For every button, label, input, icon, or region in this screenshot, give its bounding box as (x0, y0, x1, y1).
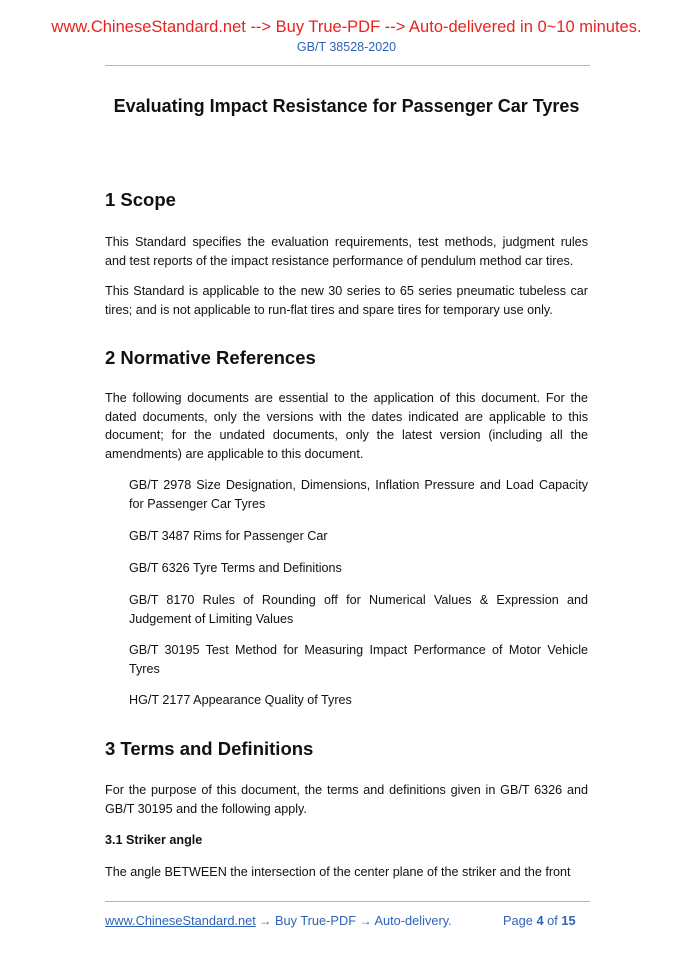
footer-buy-label: Buy True-PDF (274, 913, 357, 928)
reference-item: GB/T 2978 Size Designation, Dimensions, Inflation Pressure and Load Capacity for Passenger Car Tyres (129, 478, 588, 511)
section-heading-scope: 1 Scope (105, 189, 176, 210)
section-heading-normative-references: 2 Normative References (105, 347, 316, 368)
arrow-right-icon: → (359, 914, 372, 928)
document-title: Evaluating Impact Resistance for Passenger Car Tyres (113, 96, 580, 116)
footer-link[interactable] (105, 913, 452, 928)
reference-item: GB/T 3487 Rims for Passenger Car (129, 529, 328, 543)
header-divider (105, 65, 590, 66)
standard-number: GB/T 38528-2020 (296, 40, 397, 54)
reference-item: HG/T 2177 Appearance Quality of Tyres (129, 693, 352, 707)
page-label: Page (503, 913, 533, 928)
footer-site-link[interactable]: www.ChineseStandard.net (105, 913, 256, 928)
terms-intro-paragraph: For the purpose of this document, the terms and definitions given in GB/T 6326 and GB/T 30195 and the following apply. (105, 783, 588, 816)
reference-item: GB/T 6326 Tyre Terms and Definitions (129, 561, 342, 575)
page-current: 4 (536, 913, 544, 928)
page-total: 15 (561, 913, 576, 928)
arrow-right-icon: → (259, 914, 272, 928)
section-heading-terms-definitions: 3 Terms and Definitions (105, 738, 314, 759)
page-indicator (503, 913, 576, 928)
reference-item: GB/T 8170 Rules of Rounding off for Numerical Values & Expression and Judgement of Limiting Values (129, 593, 588, 626)
footer-divider (105, 901, 590, 902)
striker-angle-definition: The angle BETWEEN the intersection of the center plane of the striker and the front (105, 865, 571, 879)
scope-paragraph-1: This Standard specifies the evaluation requirements, test methods, judgment rules and test reports of the impact resistance performance of pendulum method car tires. (105, 235, 588, 268)
subsection-heading-striker-angle: 3.1 Striker angle (105, 833, 203, 847)
page-of-label: of (547, 913, 558, 928)
footer-delivery-label: Auto-delivery. (374, 913, 452, 928)
normative-intro-paragraph: The following documents are essential to the application of this document. For the dated documents, only the versions with the dates indicated are applicable to this document; for the undated documents, only the latest version (including all the amendments) are applicable to this document. (105, 391, 588, 461)
scope-paragraph-2: This Standard is applicable to the new 30 series to 65 series pneumatic tubeless car tires; and is not applicable to run-flat tires and spare tires for temporary use only. (105, 284, 588, 317)
header-banner[interactable]: www.ChineseStandard.net --> Buy True-PDF --> Auto-delivered in 0~10 minutes. (51, 18, 642, 36)
reference-item: GB/T 30195 Test Method for Measuring Impact Performance of Motor Vehicle Tyres (129, 643, 588, 676)
